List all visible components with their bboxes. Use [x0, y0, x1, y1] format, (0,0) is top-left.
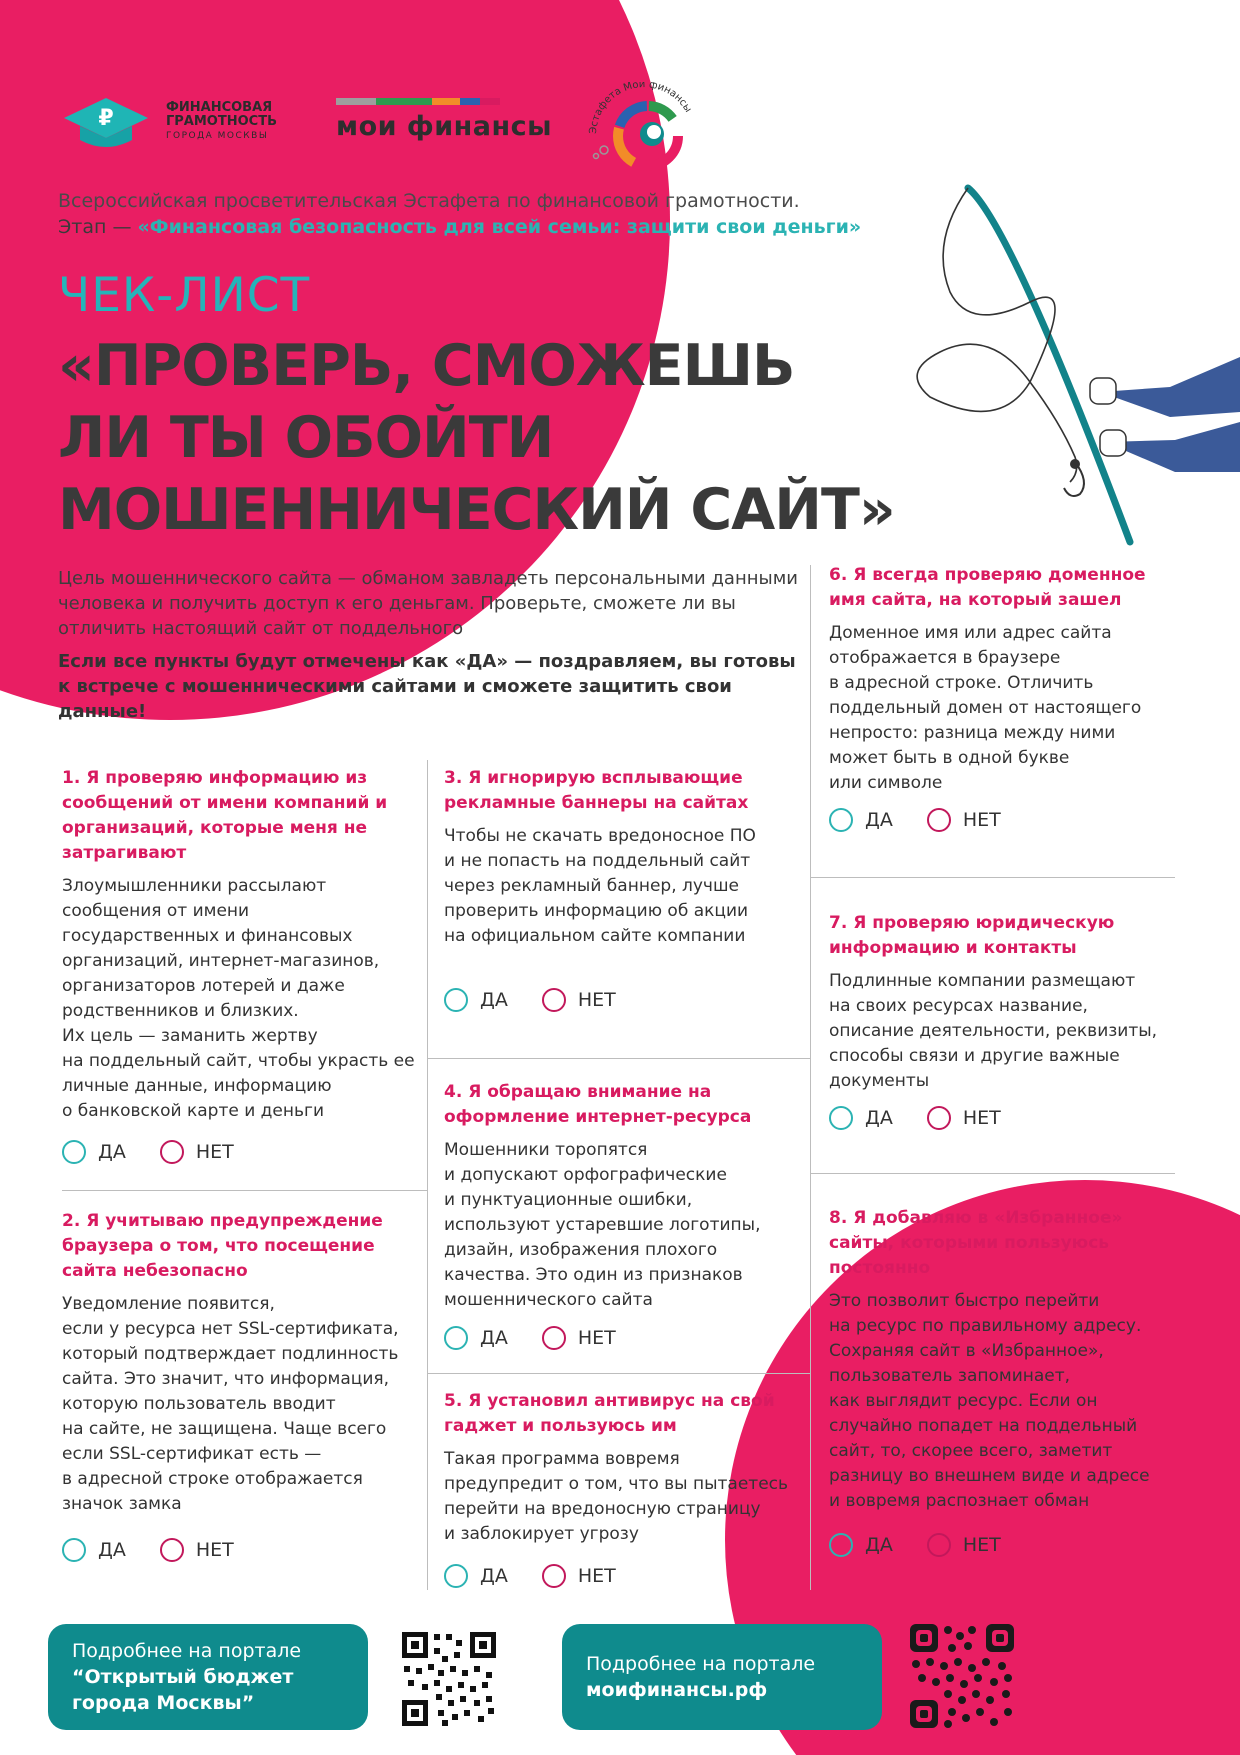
item-6-yes-label: ДА [865, 809, 893, 831]
item-8-no-label: НЕТ [962, 1534, 1001, 1556]
item-5-yes-radio[interactable] [444, 1564, 468, 1588]
item-8-no-radio[interactable] [927, 1533, 951, 1557]
estafeta-logo [584, 82, 704, 178]
fingram-line2: ГРАМОТНОСТЬ [166, 114, 277, 129]
moi-finansy-color-bars [336, 98, 526, 105]
item-7-title: 7. Я проверяю юридическую информацию и контакты [829, 913, 1115, 958]
item-4-body: Мошенники торопятся и допускают орфографические и пунктуационные ошибки, используют устаревшие логотипы, дизайн, изображения плохого качества. Это один из признаков мошеннического сайта [444, 1140, 761, 1310]
item-3-title: 3. Я игнорирую всплывающие рекламные баннеры на сайтах [444, 768, 749, 813]
lead-strong: Если все пункты будут отмечены как «ДА» — поздравляем, вы готовы к встрече с мошенническими сайтами и сможете защитить свои данные! [58, 651, 796, 722]
item-7-answers [829, 1106, 1035, 1130]
row-divider-col2a [427, 1058, 810, 1059]
title-line3: МОШЕННИЧЕСКИЙ САЙТ» [58, 477, 895, 543]
item-2-yes-label: ДА [98, 1539, 126, 1561]
item-4-answers [444, 1326, 650, 1350]
item-6-answers [829, 808, 1035, 832]
moi-finansy-logo-text: мои финансы [336, 111, 553, 142]
fishing-rod-illustration [910, 182, 1240, 552]
item-3-yes-radio[interactable] [444, 988, 468, 1012]
item-4-yes-label: ДА [480, 1327, 508, 1349]
column-divider-2 [810, 565, 811, 1590]
item-8-body: Это позволит быстро перейти на ресурс по правильному адресу. Сохраняя сайт в «Избранное», пользователь запоминает, как выглядит ресурс. Если он случайно попадет на поддельный сайт, то, скорее всего, заметит разницу во внешнем виде и адресе и вовремя распознает обман [829, 1291, 1150, 1511]
item-5-no-label: НЕТ [577, 1565, 616, 1587]
item-2-no-label: НЕТ [195, 1539, 234, 1561]
item-2-answers [62, 1538, 268, 1562]
svg-text:₽: ₽ [98, 106, 114, 131]
item-2-title: 2. Я учитываю предупреждение браузера о том, что посещение сайта небезопасно [62, 1211, 383, 1281]
item-5-body: Такая программа вовремя предупредит о том, что вы пытаетесь перейти на вредоносную страницу и заблокирует угрозу [444, 1449, 789, 1544]
lead-text [58, 566, 798, 732]
row-divider-col3a [810, 877, 1175, 878]
row-divider-col3b [810, 1173, 1175, 1174]
item-5-answers [444, 1564, 650, 1588]
intro-stage-prefix: Этап — [58, 216, 138, 238]
checklist-item-2 [62, 1209, 417, 1517]
item-1-title: 1. Я проверяю информацию из сообщений от имени компаний и организаций, которые меня не затрагивают [62, 768, 388, 863]
item-6-yes-radio[interactable] [829, 808, 853, 832]
item-1-answers [62, 1140, 268, 1164]
item-7-body: Подлинные компании размещают на своих ресурсах название, описание деятельности, реквизиты, способы связи и другие важные документы [829, 971, 1158, 1091]
item-8-yes-radio[interactable] [829, 1533, 853, 1557]
fingram-logo-text [166, 101, 277, 143]
portal-link-open-budget[interactable] [48, 1624, 368, 1730]
item-2-body: Уведомление появится, если у ресурса нет SSL-сертификата, который подтверждает подлинность сайта. Это значит, что информация, которую пользователь вводит на сайте, не защищена. Чаще всего если SSL-сертификат есть — в адресной строке отображается значок замка [62, 1294, 399, 1514]
item-2-no-radio[interactable] [160, 1538, 184, 1562]
fingram-line1: ФИНАНСОВАЯ [166, 100, 273, 115]
item-7-no-label: НЕТ [962, 1107, 1001, 1129]
cta2-line2: моифинансы.рф [586, 1679, 768, 1701]
item-8-answers [829, 1533, 1035, 1557]
moi-finansy-logo [336, 98, 552, 142]
item-1-yes-radio[interactable] [62, 1140, 86, 1164]
item-3-no-radio[interactable] [542, 988, 566, 1012]
item-6-body: Доменное имя или адрес сайта отображается в браузере в адресной строке. Отличить поддельный домен от настоящего непросто: разница между ними может быть в одной букве или символе [829, 623, 1142, 793]
item-4-yes-radio[interactable] [444, 1326, 468, 1350]
intro-line1: Всероссийская просветительская Эстафета по финансовой грамотности. [58, 190, 800, 212]
item-4-no-label: НЕТ [577, 1327, 616, 1349]
item-6-no-label: НЕТ [962, 809, 1001, 831]
qr-code-moifinansy-icon[interactable] [908, 1622, 1016, 1730]
cta1-line1: Подробнее на портале [72, 1640, 302, 1662]
lead-paragraph: Цель мошеннического сайта — обманом завладеть персональными данными человека и получить доступ к его деньгам. Проверьте, сможете ли вы отличить настоящий сайт от поддельного [58, 568, 798, 639]
checklist-item-6 [829, 563, 1179, 796]
item-8-title: 8. Я добавляю в «Избранное» сайты, которыми пользуюсь постоянно [829, 1208, 1123, 1278]
cta2-line1: Подробнее на портале [586, 1653, 816, 1675]
checklist-item-7 [829, 911, 1179, 1094]
item-1-no-label: НЕТ [195, 1141, 234, 1163]
item-7-no-radio[interactable] [927, 1106, 951, 1130]
fingram-logo [60, 92, 277, 152]
item-7-yes-label: ДА [865, 1107, 893, 1129]
page-title [58, 330, 918, 546]
cta1-line2: “Открытый бюджет [72, 1666, 294, 1688]
item-8-yes-label: ДА [865, 1534, 893, 1556]
title-line2: ЛИ ТЫ ОБОЙТИ [58, 405, 554, 471]
item-4-no-radio[interactable] [542, 1326, 566, 1350]
item-7-yes-radio[interactable] [829, 1106, 853, 1130]
item-6-no-radio[interactable] [927, 808, 951, 832]
item-3-yes-label: ДА [480, 989, 508, 1011]
item-3-no-label: НЕТ [577, 989, 616, 1011]
item-5-title: 5. Я установил антивирус на свой гаджет и пользуюсь им [444, 1391, 775, 1436]
item-2-yes-radio[interactable] [62, 1538, 86, 1562]
item-6-title: 6. Я всегда проверяю доменное имя сайта, на который зашел [829, 565, 1146, 610]
column-divider-1 [427, 760, 428, 1590]
qr-code-open-budget-icon[interactable] [398, 1628, 500, 1730]
graduation-cap-icon [60, 92, 152, 152]
intro-stage [58, 214, 878, 240]
item-5-no-radio[interactable] [542, 1564, 566, 1588]
estafeta-emblem-icon [584, 82, 704, 174]
intro-stage-title: «Финансовая безопасность для всей семьи: защити свои деньги» [137, 216, 862, 238]
estafeta-arc-text: Эстафета Мои финансы [587, 82, 694, 135]
fingram-line3: ГОРОДА МОСКВЫ [166, 131, 269, 141]
checklist-item-3 [444, 766, 799, 949]
row-divider-col1 [62, 1190, 427, 1191]
portal-link-moifinansy[interactable] [562, 1624, 882, 1730]
intro-text [58, 188, 878, 240]
checklist-item-8 [829, 1206, 1179, 1514]
checklist-item-4 [444, 1080, 799, 1313]
checklist-item-5 [444, 1389, 799, 1547]
checklist-kicker: ЧЕК-ЛИСТ [58, 268, 311, 323]
row-divider-col2b [427, 1373, 810, 1374]
cta1-line3: города Москвы” [72, 1692, 255, 1714]
title-line1: «ПРОВЕРЬ, СМОЖЕШЬ [58, 333, 795, 399]
item-4-title: 4. Я обращаю внимание на оформление интернет-ресурса [444, 1082, 752, 1127]
item-1-no-radio[interactable] [160, 1140, 184, 1164]
item-3-answers [444, 988, 650, 1012]
item-1-body: Злоумышленники рассылают сообщения от имени государственных и финансовых организаций, интернет-магазинов, организаторов лотерей и даже родственников и близких. Их цель — заманить жертву на поддельный сайт, чтобы украсть ее личные данные, информацию о банковской карте и деньги [62, 876, 415, 1121]
item-1-yes-label: ДА [98, 1141, 126, 1163]
item-3-body: Чтобы не скачать вредоносное ПО и не попасть на поддельный сайт через рекламный баннер, лучше проверить информацию об акции на официальном сайте компании [444, 826, 756, 946]
checklist-item-1 [62, 766, 417, 1124]
item-5-yes-label: ДА [480, 1565, 508, 1587]
